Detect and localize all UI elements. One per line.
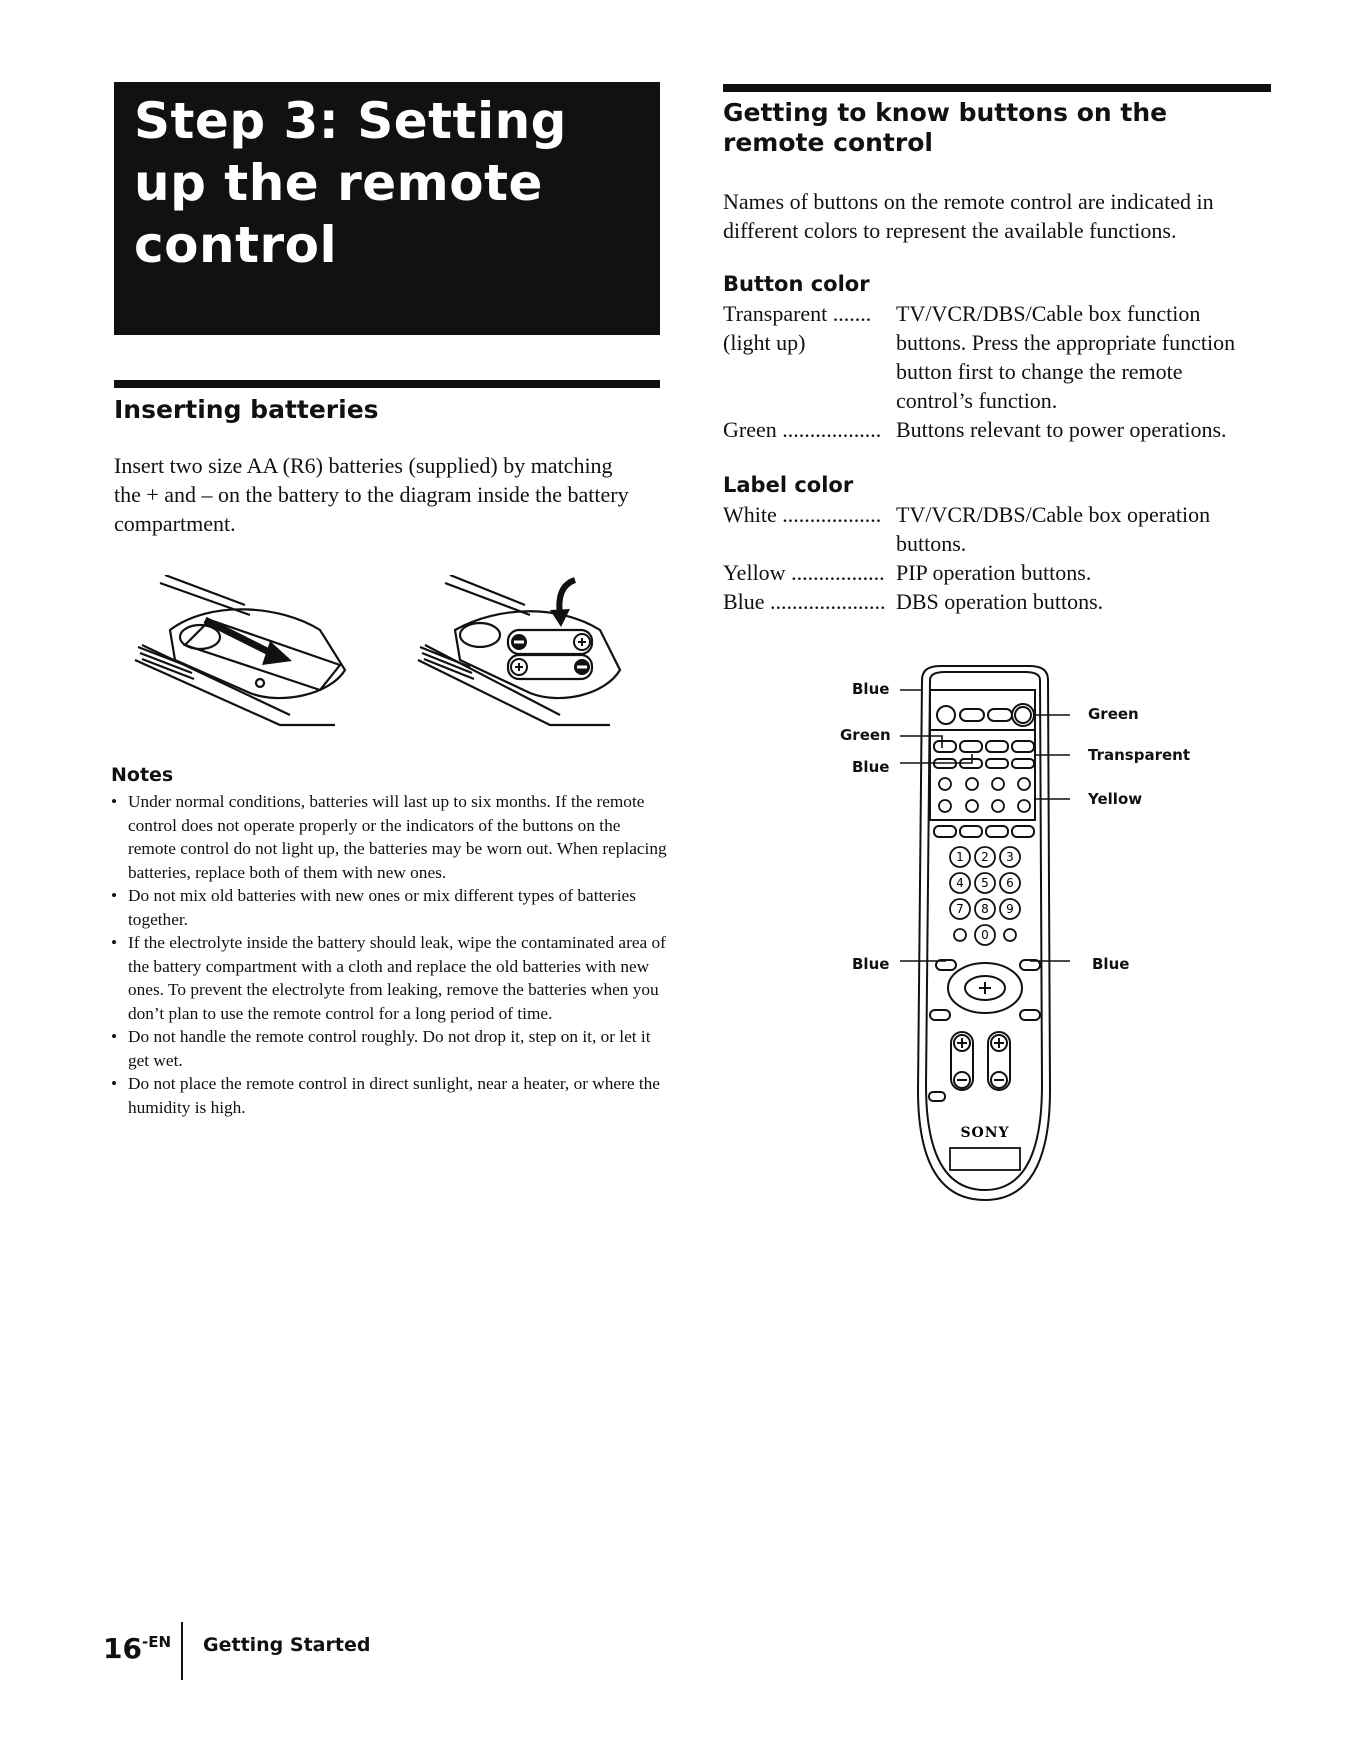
callout-blue-low-right: Blue xyxy=(1092,955,1130,973)
button-color-heading: Button color xyxy=(723,272,870,296)
note-item: • If the electrolyte inside the battery should leak, wipe the contaminated area of the battery compartment with a cloth and replace the old batteries with new ones. To prevent the electrolyte from leaking, remove the batteries when you don’t plan to use the remote control for a long period of time. xyxy=(111,931,671,1025)
number-keypad xyxy=(950,847,1020,945)
term-green: Green .................. xyxy=(723,417,882,442)
footer-section-label: Getting Started xyxy=(203,1634,371,1656)
note-item: • Do not mix old batteries with new ones or mix different types of batteries together. xyxy=(111,884,671,931)
section-rule-left xyxy=(114,380,660,388)
page-number-suffix: -EN xyxy=(141,1633,171,1651)
pip-buttons xyxy=(939,778,1030,812)
buttons-intro: Names of buttons on the remote control are indicated in different colors to represent the available functions. xyxy=(723,189,1214,243)
callout-blue-top: Blue xyxy=(852,680,890,698)
term-transparent: Transparent ....... xyxy=(723,301,872,326)
key-0: 0 xyxy=(981,928,989,942)
remote-window xyxy=(950,1148,1020,1170)
function-button-panel xyxy=(930,730,1035,820)
section-title-buttons: Getting to know buttons on the remote control xyxy=(723,98,1168,157)
mode-buttons xyxy=(934,826,1034,837)
callout-transparent: Transparent xyxy=(1088,746,1190,764)
term-blue: Blue ..................... xyxy=(723,589,886,614)
tv-vcr-button xyxy=(960,709,984,721)
page-number xyxy=(103,1632,171,1665)
mute-button xyxy=(929,1092,945,1101)
desc-green: Buttons relevant to power operations. xyxy=(896,417,1227,442)
key-1: 1 xyxy=(956,850,964,864)
note-item: • Under normal conditions, batteries will last up to six months. If the remote control does not operate properly or the indicators of the buttons on the remote control do not light up, the batteries may be worn out. When replacing batteries, replace both of them with new ones. xyxy=(111,790,671,884)
note-item: • Do not place the remote control in direct sunlight, near a heater, or where the humidity is high. xyxy=(111,1072,671,1119)
term-white: White .................. xyxy=(723,502,882,527)
callout-green-left: Green xyxy=(840,726,891,744)
section-rule-right xyxy=(723,84,1271,92)
key-2: 2 xyxy=(981,850,989,864)
button-color-row-green xyxy=(723,415,1283,445)
key-9: 9 xyxy=(1006,902,1014,916)
remote-control-diagram xyxy=(900,660,1070,1205)
callout-yellow: Yellow xyxy=(1088,790,1143,808)
desc-transparent: TV/VCR/DBS/Cable box function buttons. Press the appropriate function button first to change the remote control’s function. xyxy=(896,301,1236,413)
navigation-joystick xyxy=(930,960,1040,1020)
callout-green-right: Green xyxy=(1088,705,1139,723)
battery-insertion-illustration xyxy=(130,575,640,735)
notes-title: Notes xyxy=(111,764,174,786)
remote-brand-logo: SONY xyxy=(960,1125,1010,1141)
section-title-batteries: Inserting batteries xyxy=(114,395,379,424)
key-5: 5 xyxy=(981,876,989,890)
button-color-row-transparent xyxy=(723,299,1263,419)
label-color-heading: Label color xyxy=(723,473,854,497)
footer-divider xyxy=(181,1622,183,1680)
notes-list xyxy=(111,790,671,1119)
batteries xyxy=(508,630,592,679)
label-color-row-white xyxy=(723,500,1263,560)
note-item: • Do not handle the remote control roughly. Do not drop it, step on it, or let it get wet. xyxy=(111,1025,671,1072)
label-color-row-blue xyxy=(723,587,1263,617)
volume-channel-buttons xyxy=(929,1032,1010,1101)
key-8: 8 xyxy=(981,902,989,916)
tv-power-button xyxy=(937,706,955,724)
page-number-value: 16 xyxy=(103,1632,142,1665)
dbs-power-button xyxy=(988,709,1012,721)
page-title: Step 3: Setting up the remote control xyxy=(134,92,567,274)
remote-back-open-cover xyxy=(135,575,345,725)
desc-yellow: PIP operation buttons. xyxy=(896,560,1092,585)
key-6: 6 xyxy=(1006,876,1014,890)
batteries-intro: Insert two size AA (R6) batteries (supplied) by matching the + and – on the battery to the diagram inside the battery compartment. xyxy=(114,453,629,536)
function-buttons-row xyxy=(934,741,1034,768)
desc-blue: DBS operation buttons. xyxy=(896,589,1104,614)
desc-white: TV/VCR/DBS/Cable box operation buttons. xyxy=(896,502,1211,556)
callout-blue-low-left: Blue xyxy=(852,955,890,973)
insert-arrow xyxy=(550,580,575,627)
key-4: 4 xyxy=(956,876,964,890)
callout-blue-mid: Blue xyxy=(852,758,890,776)
term-yellow: Yellow ................. xyxy=(723,560,885,585)
key-3: 3 xyxy=(1006,850,1014,864)
key-7: 7 xyxy=(956,902,964,916)
label-color-row-yellow xyxy=(723,558,1263,588)
term-light-up: (light up) xyxy=(723,330,806,355)
